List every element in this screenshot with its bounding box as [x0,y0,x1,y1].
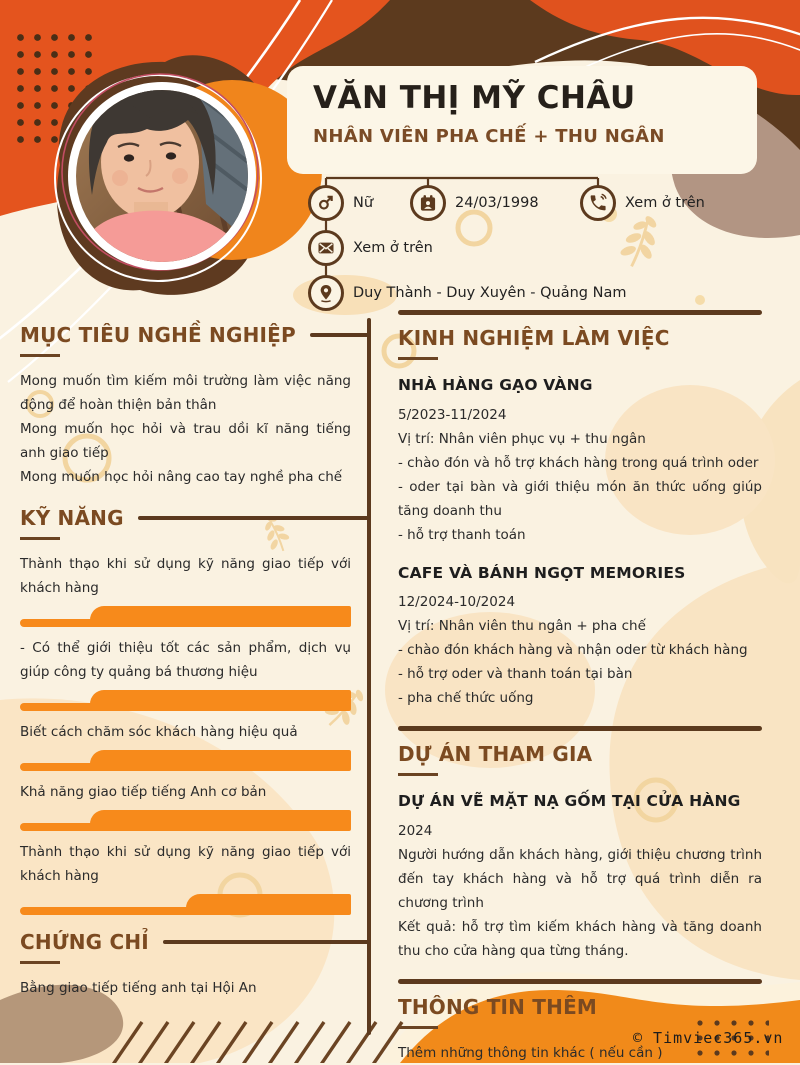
job-line: - chào đón khách hàng và nhận oder từ khách hàng [398,642,748,659]
skill-item [20,720,369,771]
skill-item [20,552,369,627]
objective-paragraph: Mong muốn tìm kiếm môi trường làm việc năng động để hoàn thiện bản thân [20,373,351,414]
skill-progress-bar [20,894,351,915]
job-line: - pha chế thức uống [398,690,534,707]
more-info-text: Thêm những thông tin khác ( nếu cần ) [398,1045,663,1061]
header-underline [398,773,438,776]
header-card [287,66,757,174]
skill-progress-bar [20,606,351,627]
skill-label: Thành thạo khi sử dụng kỹ năng giao tiếp với khách hàng [20,844,351,885]
certificate-item: Bằng giao tiếp tiếng anh tại Hội An [20,980,257,997]
job-period: 5/2023-11/2024 [398,406,507,423]
project-line: Kết quả: hỗ trợ tìm kiếm khách hàng và tăng doanh thu cho cửa hàng qua từng tháng. [398,918,762,959]
contact-gender-value: Nữ [353,195,374,211]
section-title-more: THÔNG TIN THÊM [398,995,598,1019]
job-company: CAFE VÀ BÁNH NGỌT MEMORIES [398,563,686,582]
contact-birthday [410,185,539,221]
skill-fill [90,690,351,711]
contact-phone-value: Xem ở trên [625,195,705,211]
gender-icon [308,185,344,221]
section-title-skills: KỸ NĂNG [20,506,124,531]
job-line: - oder tại bàn và giới thiệu món ăn thức uống giúp tăng doanh thu [398,478,762,519]
objective-paragraph: Mong muốn học hỏi và trau dồi kĩ năng tiếng anh giao tiếp [20,421,351,462]
project-period: 2024 [398,822,433,839]
section-separator [398,979,762,984]
section-title-certificates: CHỨNG CHỈ [20,930,149,955]
phone-icon [580,185,616,221]
job-company: NHÀ HÀNG GẠO VÀNG [398,376,593,394]
header-underline [398,357,438,360]
header-underline [20,537,60,540]
contact-phone [580,185,705,221]
project-name: DỰ ÁN VẼ MẶT NẠ GỐM TẠI CỬA HÀNG [398,792,741,811]
skill-fill [90,810,351,831]
job-title: NHÂN VIÊN PHA CHẾ + THU NGÂN [313,125,665,147]
contact-address-value: Duy Thành - Duy Xuyên - Quảng Nam [353,285,627,301]
section-separator [398,726,762,731]
skill-progress-bar [20,690,351,711]
skill-progress-bar [20,750,351,771]
page-title: VĂN THỊ MỸ CHÂU [313,80,636,116]
skill-fill [186,894,352,915]
section-objective-header [20,322,369,348]
section-title-projects: DỰ ÁN THAM GIA [398,742,593,767]
project-line: Người hướng dẫn khách hàng, giới thiệu chương trình đến tay khách hàng và hỗ trợ quá trình diễn ra chương trình [398,846,762,911]
contact-address [308,275,626,311]
right-column [398,310,762,1065]
job-line: - hỗ trợ thanh toán [398,526,526,543]
section-title-experience: KINH NGHIỆM LÀM VIỆC [398,326,670,350]
skill-label: Khả năng giao tiếp tiếng Anh cơ bản [20,784,267,801]
skill-item [20,840,369,915]
section-more-header [398,994,762,1020]
job-line: - hỗ trợ oder và thanh toán tại bàn [398,666,633,683]
calendar-icon [410,185,446,221]
skill-label: - Có thể giới thiệu tốt các sản phẩm, dịch vụ giúp công ty quảng bá thương hiệu [20,640,351,681]
section-skills-header [20,505,369,531]
contact-email [308,230,433,266]
skill-progress-bar [20,810,351,831]
section-experience-header [398,325,762,351]
job-period: 12/2024-10/2024 [398,594,516,611]
header-underline [20,961,60,964]
skill-item [20,780,369,831]
header-rule [310,333,369,337]
job-line: Vị trí: Nhân viên thu ngân + pha chế [398,618,646,635]
header-rule [163,940,369,944]
section-title-objective: MỤC TIÊU NGHỀ NGHIỆP [20,323,296,347]
copyright-watermark: © Timviec365.vn [633,1029,784,1047]
contact-birthday-value: 24/03/1998 [455,195,539,211]
job-line: - chào đón và hỗ trợ khách hàng trong quá trình oder [398,454,759,471]
contact-email-value: Xem ở trên [353,240,433,256]
skill-item [20,636,369,711]
objective-paragraph: Mong muốn học hỏi nâng cao tay nghề pha chế [20,469,343,486]
skill-label: Thành thạo khi sử dụng kỹ năng giao tiếp với khách hàng [20,556,351,597]
contact-gender [308,185,373,221]
skill-label: Biết cách chăm sóc khách hàng hiệu quả [20,724,298,741]
location-icon [308,275,344,311]
mail-icon [308,230,344,266]
header-underline [20,354,60,357]
header-rule [138,516,369,520]
skill-fill [90,750,351,771]
header-underline [398,1026,438,1029]
skill-fill [90,606,351,627]
job-line: Vị trí: Nhân viên phục vụ + thu ngân [398,430,646,447]
section-projects-header [398,741,762,767]
section-certificates-header [20,929,369,955]
left-column [20,322,369,1000]
